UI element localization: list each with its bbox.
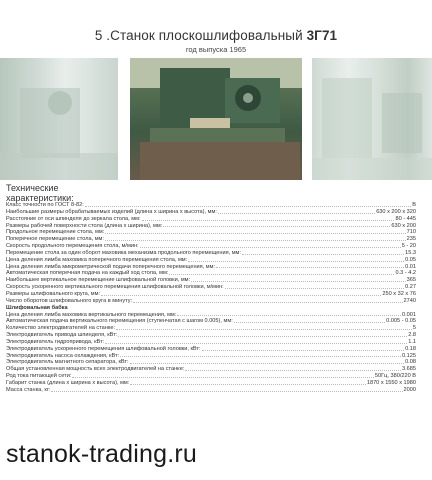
dot-leader bbox=[225, 284, 404, 289]
dot-leader bbox=[116, 325, 412, 330]
spec-row bbox=[6, 312, 416, 319]
spec-value: 0.3 - 4.2 bbox=[395, 270, 416, 277]
spec-label: Род тока питающей сети: bbox=[6, 373, 72, 380]
dot-leader bbox=[188, 257, 404, 262]
dot-leader bbox=[216, 264, 404, 269]
spec-label: Электродвигатель ускоренного перемещения шлифовальной головки, кВт: bbox=[6, 345, 201, 352]
dot-leader bbox=[169, 270, 394, 275]
dot-leader bbox=[118, 332, 407, 337]
dot-leader bbox=[133, 298, 402, 303]
spec-label: Электродвигатель магнитного сепаратора, кВт: bbox=[6, 359, 129, 366]
machine-left-illustration bbox=[0, 58, 118, 180]
spec-row bbox=[6, 236, 416, 243]
spec-value: 710 bbox=[406, 229, 416, 236]
spec-row bbox=[6, 380, 416, 387]
spec-value: 5 - 20 bbox=[401, 243, 416, 250]
spec-value: 0.18 bbox=[405, 345, 416, 352]
spec-label: Число оборотов шлифовального круга в минуту: bbox=[6, 297, 133, 304]
spec-label: Общая установленная мощность всех электродвигателей на станке: bbox=[6, 366, 185, 373]
spec-value: 5 bbox=[412, 325, 416, 332]
spec-row bbox=[6, 332, 416, 339]
dot-leader bbox=[105, 339, 407, 344]
spec-label: Электродвигатель привода шпинделя, кВт: bbox=[6, 332, 118, 339]
page-title bbox=[0, 28, 432, 43]
title-text: 5 .Станок плоскошлифовальный bbox=[94, 28, 307, 43]
spec-value: 630 х 200 bbox=[391, 222, 416, 229]
spec-value: 2740 bbox=[403, 297, 416, 304]
title-model: 3Г71 bbox=[306, 28, 338, 43]
spec-label: Расстояние от оси шпинделя до зеркала стола, мм: bbox=[6, 215, 141, 222]
spec-label: Цена деления лимба микрометрической подачи поперечного перемещения, мм: bbox=[6, 263, 216, 270]
dot-leader bbox=[191, 277, 406, 282]
dot-leader bbox=[105, 236, 406, 241]
spec-label: Перемещение стола за один оборот маховика механизма продольного перемещения, мм: bbox=[6, 249, 241, 256]
dot-leader bbox=[51, 387, 402, 392]
spec-label: Цена деления лимба маховика вертикального перемещения, мм: bbox=[6, 311, 177, 318]
dot-leader bbox=[140, 243, 401, 248]
dot-leader bbox=[234, 318, 385, 323]
spec-row bbox=[6, 257, 416, 264]
spec-value: 80 - 445 bbox=[395, 215, 416, 222]
dot-leader bbox=[142, 216, 395, 221]
spec-label: Электродвигатель насоса охлаждения, кВт: bbox=[6, 352, 120, 359]
spec-label: Класс точности по ГОСТ 8-82: bbox=[6, 202, 84, 208]
spec-value: 0.08 bbox=[405, 359, 416, 366]
year-subtitle: год выпуска 1965 bbox=[185, 45, 247, 54]
spec-value: 630 х 200 х 320 bbox=[376, 208, 416, 215]
spec-label: Скорость продольного перемещения стола, м/мин: bbox=[6, 243, 139, 250]
site-watermark: stanok-trading.ru bbox=[6, 440, 197, 468]
dot-leader bbox=[105, 229, 405, 234]
spec-label: Продольное перемещение стола, мм: bbox=[6, 229, 105, 236]
spec-row bbox=[6, 353, 416, 360]
spec-value: 250 х 32 х 76 bbox=[382, 290, 416, 297]
spec-label: Автоматическая поперечная подача на каждый ход стола, мм: bbox=[6, 270, 169, 277]
spec-label: Наибольшие размеры обрабатываемых изделий (длина х ширина х высота), мм: bbox=[6, 208, 217, 215]
spec-value: 2000 bbox=[403, 386, 416, 393]
spec-value: 0.01 bbox=[405, 263, 416, 270]
spec-value: 235 bbox=[406, 236, 416, 243]
spec-value: 0.005 - 0.05 bbox=[386, 318, 416, 325]
spec-label: Наибольшее вертикальное перемещение шлифовальной головки, мм: bbox=[6, 277, 191, 284]
spec-label: Электродвигатель гидропривода, кВт: bbox=[6, 338, 105, 345]
dot-leader bbox=[163, 223, 390, 228]
dot-leader bbox=[202, 346, 405, 351]
spec-row bbox=[6, 325, 416, 332]
spec-row bbox=[6, 373, 416, 380]
spec-value: 1.1 bbox=[408, 338, 416, 345]
spec-label: Размеры шлифовального круга, мм: bbox=[6, 290, 101, 297]
spec-row bbox=[6, 284, 416, 291]
spec-row bbox=[6, 223, 416, 230]
spec-value: 3.685 bbox=[402, 366, 416, 373]
spec-value: 2.8 bbox=[408, 332, 416, 339]
machine-photo-right bbox=[312, 58, 432, 180]
spec-value: 0.125 bbox=[402, 352, 416, 359]
machine-center-illustration bbox=[130, 58, 302, 180]
specs-list bbox=[6, 202, 416, 394]
machine-photo-center bbox=[130, 58, 302, 180]
spec-row bbox=[6, 291, 416, 298]
specs-heading bbox=[6, 183, 74, 203]
spec-label: Цена деления лимба маховика поперечного перемещения стола, мм: bbox=[6, 256, 188, 263]
dot-leader bbox=[120, 353, 401, 358]
spec-row bbox=[6, 243, 416, 250]
spec-value: 1870 х 1550 х 1980 bbox=[366, 379, 416, 386]
dot-leader bbox=[101, 291, 381, 296]
spec-row bbox=[6, 216, 416, 223]
photo-strip bbox=[0, 58, 432, 180]
spec-row bbox=[6, 298, 416, 305]
dot-leader bbox=[85, 202, 412, 207]
spec-label: Автоматическая подача вертикального перемещения (ступенчатая с шагом 0.005), мм: bbox=[6, 318, 233, 325]
spec-row bbox=[6, 250, 416, 257]
spec-row bbox=[6, 387, 416, 394]
spec-row bbox=[6, 346, 416, 353]
spec-label: Размеры рабочей поверхности стола (длина х ширина), мм: bbox=[6, 222, 163, 229]
spec-row bbox=[6, 202, 416, 209]
spec-label: Количество электродвигателей на станке: bbox=[6, 325, 116, 332]
dot-leader bbox=[218, 209, 375, 214]
specs-heading-line1: Технические bbox=[6, 183, 59, 193]
spec-section-heading bbox=[6, 305, 416, 312]
spec-label: Поперечное перемещение стола, мм: bbox=[6, 236, 104, 243]
dot-leader bbox=[130, 359, 405, 364]
spec-row bbox=[6, 339, 416, 346]
spec-value: 50Гц, 380/220 В bbox=[374, 373, 416, 380]
spec-value: 15.3 bbox=[405, 249, 416, 256]
spec-value: В bbox=[412, 202, 416, 208]
spec-label: Габарит станка (длина х ширина х высота), мм: bbox=[6, 379, 130, 386]
machine-photo-left bbox=[0, 58, 118, 180]
dot-leader bbox=[242, 250, 404, 255]
spec-value: 0.05 bbox=[405, 256, 416, 263]
spec-row bbox=[6, 229, 416, 236]
dot-leader bbox=[177, 312, 401, 317]
spec-label: Масса станка, кг: bbox=[6, 386, 51, 393]
spec-value: 0.27 bbox=[405, 284, 416, 291]
spec-value: 0.001 bbox=[402, 311, 416, 318]
dot-leader bbox=[185, 366, 401, 371]
specs-heading-line2: характеристики: bbox=[6, 193, 74, 203]
dot-leader bbox=[72, 373, 374, 378]
dot-leader bbox=[130, 380, 366, 385]
spec-label: Скорость ускоренного вертикального перемещения шлифовальной головки, м/мин: bbox=[6, 284, 224, 291]
machine-right-illustration bbox=[312, 58, 432, 180]
spec-value: 365 bbox=[406, 277, 416, 284]
spec-row bbox=[6, 209, 416, 216]
spec-label: Шлифовальная бабка bbox=[6, 304, 68, 311]
